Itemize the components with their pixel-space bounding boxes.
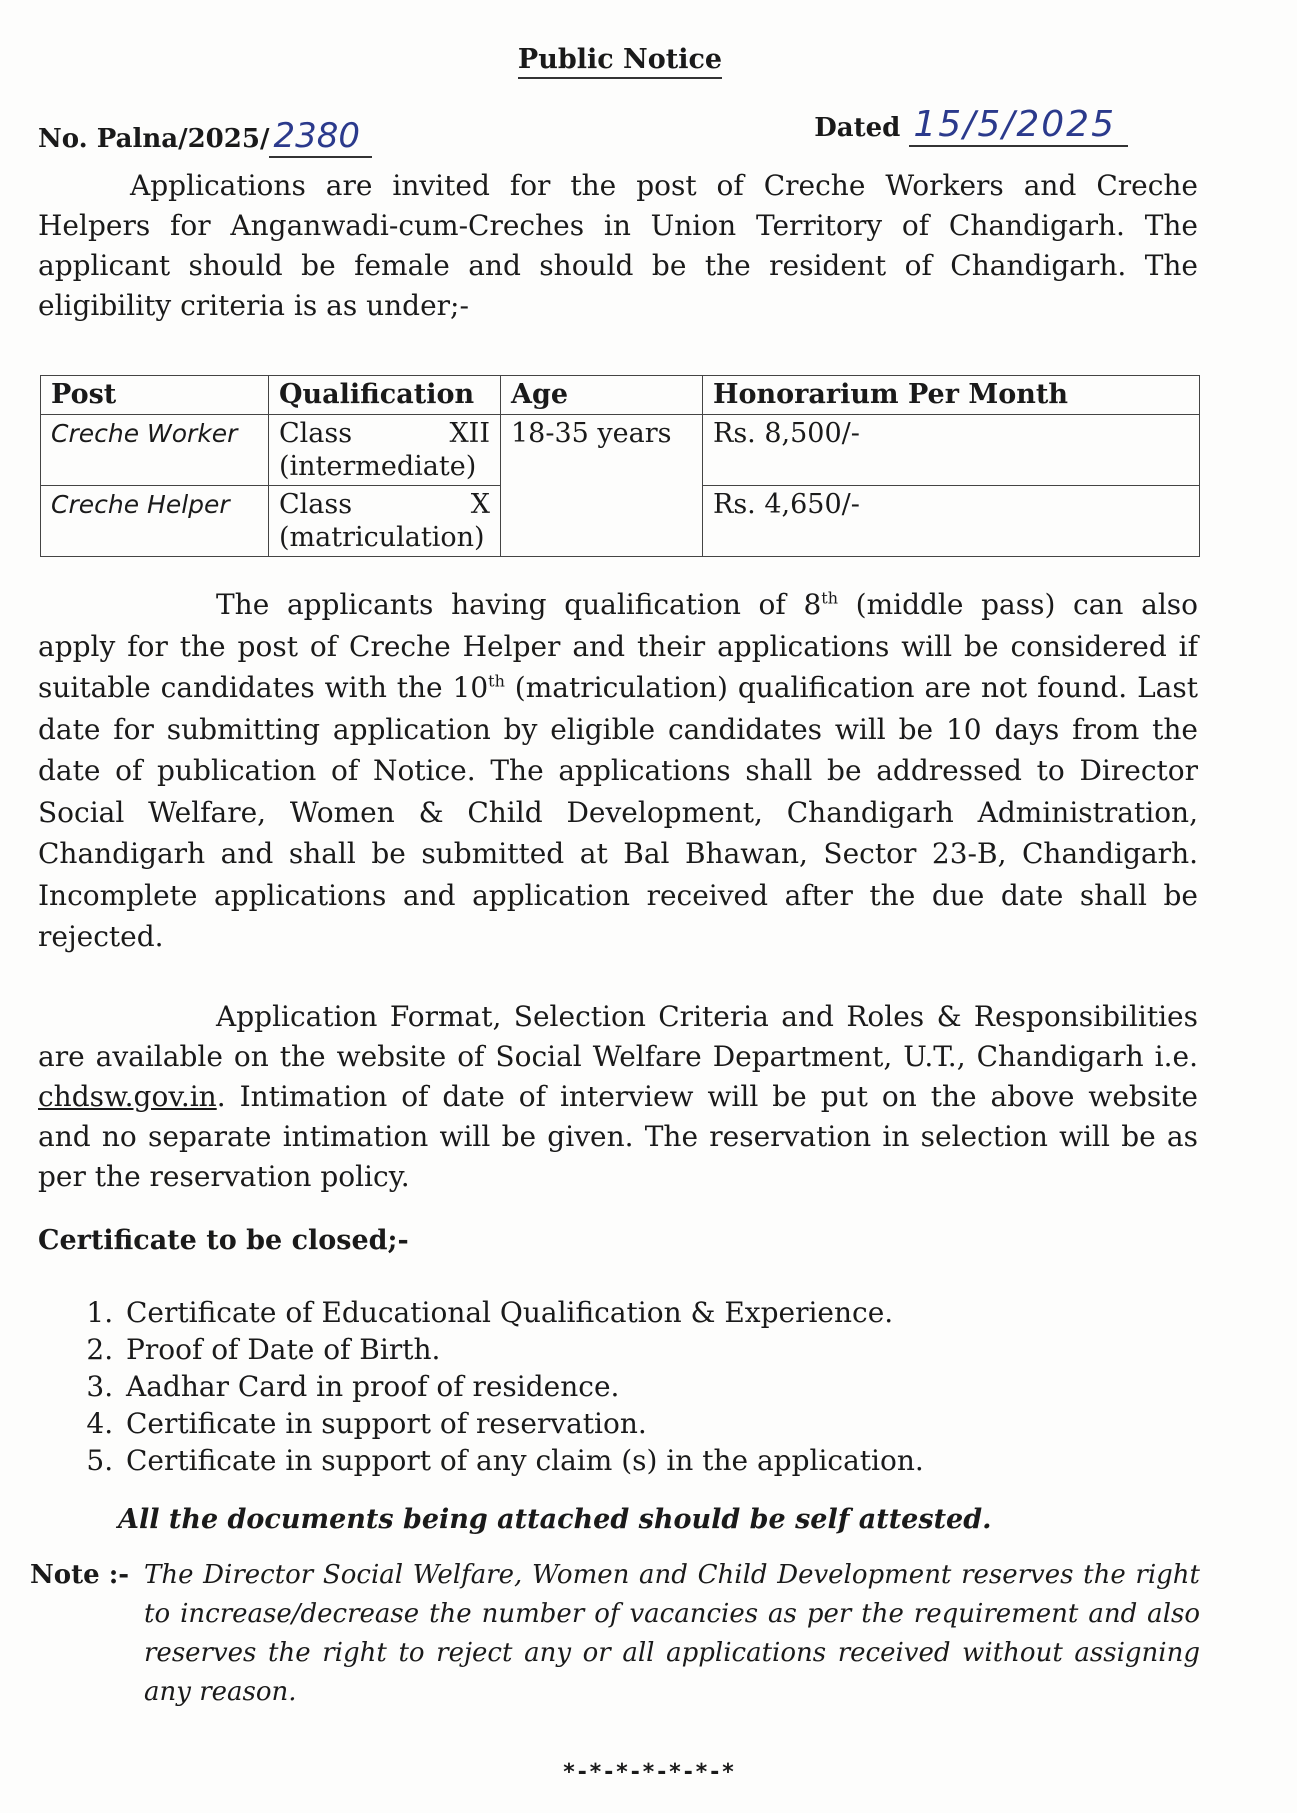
post-cell: Creche Worker [41,415,269,486]
qualification-note: (intermediate) [279,451,477,482]
age-cell: 18-35 years [501,415,703,557]
page-title [0,44,1240,75]
header-qualification: Qualification [269,376,501,415]
header-age: Age [501,376,703,415]
dated-label: Dated [814,113,901,143]
para2-text: (matriculation) qualification are not found. Last date for submitting application by eligible candidates will be 10 days from the date of publication of Notice. The applications shall be addressed to Director Social Welfare, Women & Child Development, Chandigarh Administration, Chandigarh and shall be submitted at Bal Bhawan, Sector 23-B, Chandigarh. Incomplete applications and application received after the due date shall be rejected. [38,671,1199,953]
honorarium-cell: Rs. 4,650/- [703,486,1200,557]
para2-text: (middle pass) can also apply for the post of Creche Helper and their applications will be considered if suitable candidates with the 10 [38,588,1199,704]
para3-text: . Intimation of date of interview will be put on the above website and no separate intimation will be given. The reservation in selection will be as per the reservation policy. [38,1080,1198,1193]
reference-row [38,98,1248,158]
certificates-list [80,1294,924,1479]
list-item: 5. Certificate in support of any claim (s) in the application. [122,1442,924,1479]
eligibility-details-paragraph [38,584,1198,958]
reference-prefix: No. Palna/2025/ [38,124,270,154]
note-block [30,1556,1200,1712]
para2-text: The applicants having qualification of 8 [216,588,822,621]
handwritten-date: 15/5/2025 [909,104,1128,147]
list-item: 1. Certificate of Educational Qualification & Experience. [122,1294,924,1331]
para3-text: Application Format, Selection Criteria and Roles & Responsibilities are available on the website of Social Welfare Department, U.T., Chandigarh i.e. [38,1000,1198,1073]
website-info-paragraph [38,997,1198,1197]
date-block [814,104,1128,145]
self-attestation-instruction: All the documents being attached should be self attested. [118,1504,992,1535]
qualification-cell [269,486,501,557]
intro-paragraph: Applications are invited for the post of Creche Workers and Creche Helpers for Anganwadi-cum-Creches in Union Territory of Chandigarh. The applicant should be female and should be the resident of Chandigarh. The eligibility criteria is as under;- [38,169,1198,322]
eligibility-table [40,375,1200,557]
list-item: 4. Certificate in support of reservation. [122,1405,924,1442]
qualification-note: (matriculation) [279,522,485,553]
superscript-th: th [488,671,505,691]
qualification-level: XII [449,418,490,449]
end-of-notice-mark: *-*-*-*-*-*-* [562,1760,735,1785]
title-text: Public Notice [518,44,722,79]
reference-number [38,116,372,156]
handwritten-reference-number: 2380 [269,116,372,158]
list-item: 3. Aadhar Card in proof of residence. [122,1368,924,1405]
table-header-row [41,376,1200,415]
qualification-class: Class [279,489,353,520]
qualification-class: Class [279,418,353,449]
certificates-heading: Certificate to be closed;- [38,1225,409,1256]
honorarium-cell: Rs. 8,500/- [703,415,1200,486]
superscript-th: th [821,588,838,608]
list-item: 2. Proof of Date of Birth. [122,1331,924,1368]
header-post: Post [41,376,269,415]
header-honorarium: Honorarium Per Month [703,376,1200,415]
qualification-level: X [470,489,490,520]
note-text: The Director Social Welfare, Women and Child Development reserves the right to increase/decrease the number of vacancies as per the requirement and also reserves the right to reject any or all applications received without assigning any reason. [144,1560,1200,1707]
post-cell: Creche Helper [41,486,269,557]
note-label: Note :- [30,1560,130,1590]
website-link[interactable]: chdsw.gov.in [38,1080,217,1113]
table-row [41,415,1200,486]
qualification-cell [269,415,501,486]
